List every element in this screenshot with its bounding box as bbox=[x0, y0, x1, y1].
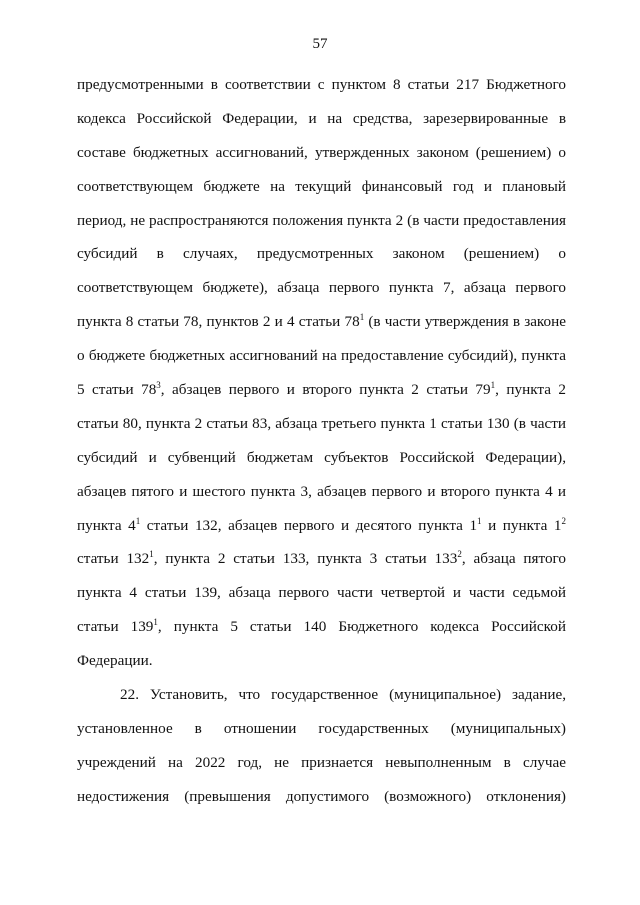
text-segment: , пункта 2 статьи 133, пункта 3 статьи 133 bbox=[153, 550, 458, 568]
text-line-21: учреждений на 2022 год, не признается невыполненным в случае bbox=[77, 753, 566, 771]
text-line-4: соответствующем бюджете на текущий финансовый год и плановый bbox=[77, 177, 566, 195]
superscript: 1 bbox=[490, 380, 496, 391]
page-number: 57 bbox=[312, 36, 328, 52]
text-line-3: составе бюджетных ассигнований, утвержденных законом (решением) о bbox=[77, 143, 566, 161]
text-line-15 bbox=[77, 542, 566, 576]
text-segment: , абзаца пятого bbox=[461, 550, 567, 568]
document-body bbox=[77, 68, 566, 814]
text-line-8 bbox=[77, 305, 566, 339]
text-line-14 bbox=[77, 509, 566, 543]
text-line-5: период, не распространяются положения пункта 2 (в части предоставления bbox=[77, 211, 566, 229]
text-line-18: Федерации. bbox=[77, 652, 153, 670]
text-line-2: кодекса Российской Федерации, и на средства, зарезервированные в bbox=[77, 109, 566, 127]
text-line-16: пункта 4 статьи 139, абзаца первого части четвертой и части седьмой bbox=[77, 584, 566, 602]
text-line-1: предусмотренными в соответствии с пунктом 8 статьи 217 Бюджетного bbox=[77, 76, 566, 93]
text-segment: статьи 132, абзацев первого и десятого пункта 1 bbox=[140, 516, 478, 534]
text-line-11: статьи 80, пункта 2 статьи 83, абзаца третьего пункта 1 статьи 130 (в части bbox=[77, 414, 566, 432]
text-segment: 5 статьи 78 bbox=[77, 381, 157, 399]
superscript: 3 bbox=[156, 380, 161, 391]
superscript: 1 bbox=[149, 549, 154, 560]
superscript: 2 bbox=[561, 515, 567, 526]
superscript: 1 bbox=[477, 515, 482, 526]
superscript: 1 bbox=[153, 617, 158, 628]
text-segment: (в части утверждения в законе bbox=[364, 313, 567, 331]
text-line-9: о бюджете бюджетных ассигнований на предоставление субсидий), пункта bbox=[77, 347, 566, 365]
text-segment: , пункта 2 bbox=[495, 381, 566, 399]
text-segment: , пункта 5 статьи 140 Бюджетного кодекса Российской bbox=[157, 618, 566, 636]
text-line-7: соответствующем бюджете), абзаца первого пункта 7, абзаца первого bbox=[77, 279, 566, 297]
text-segment: статьи 132 bbox=[77, 550, 150, 568]
text-segment: статьи 139 bbox=[77, 618, 154, 636]
text-line-22: недостижения (превышения допустимого (возможного) отклонения) bbox=[77, 787, 566, 805]
text-line-17 bbox=[77, 610, 566, 644]
text-line-6: субсидий в случаях, предусмотренных законом (решением) о bbox=[77, 245, 566, 263]
text-segment: , абзацев первого и второго пункта 2 статьи 79 bbox=[160, 381, 491, 399]
text-line-20: установленное в отношении государственных (муниципальных) bbox=[77, 719, 566, 737]
text-line-12: субсидий и субвенций бюджетам субъектов Российской Федерации), bbox=[77, 448, 566, 466]
text-segment: пункта 4 bbox=[77, 516, 136, 534]
superscript: 1 bbox=[135, 515, 141, 526]
text-line-10 bbox=[77, 373, 566, 407]
superscript: 2 bbox=[457, 549, 462, 560]
text-line-13: абзацев пятого и шестого пункта 3, абзацев первого и второго пункта 4 и bbox=[77, 482, 566, 500]
text-segment: и пункта 1 bbox=[481, 516, 562, 534]
text-segment: пункта 8 статьи 78, пунктов 2 и 4 статьи 78 bbox=[77, 313, 360, 331]
superscript: 1 bbox=[359, 312, 365, 323]
text-line-19: 22. Установить, что государственное (муниципальное) задание, bbox=[120, 686, 566, 704]
